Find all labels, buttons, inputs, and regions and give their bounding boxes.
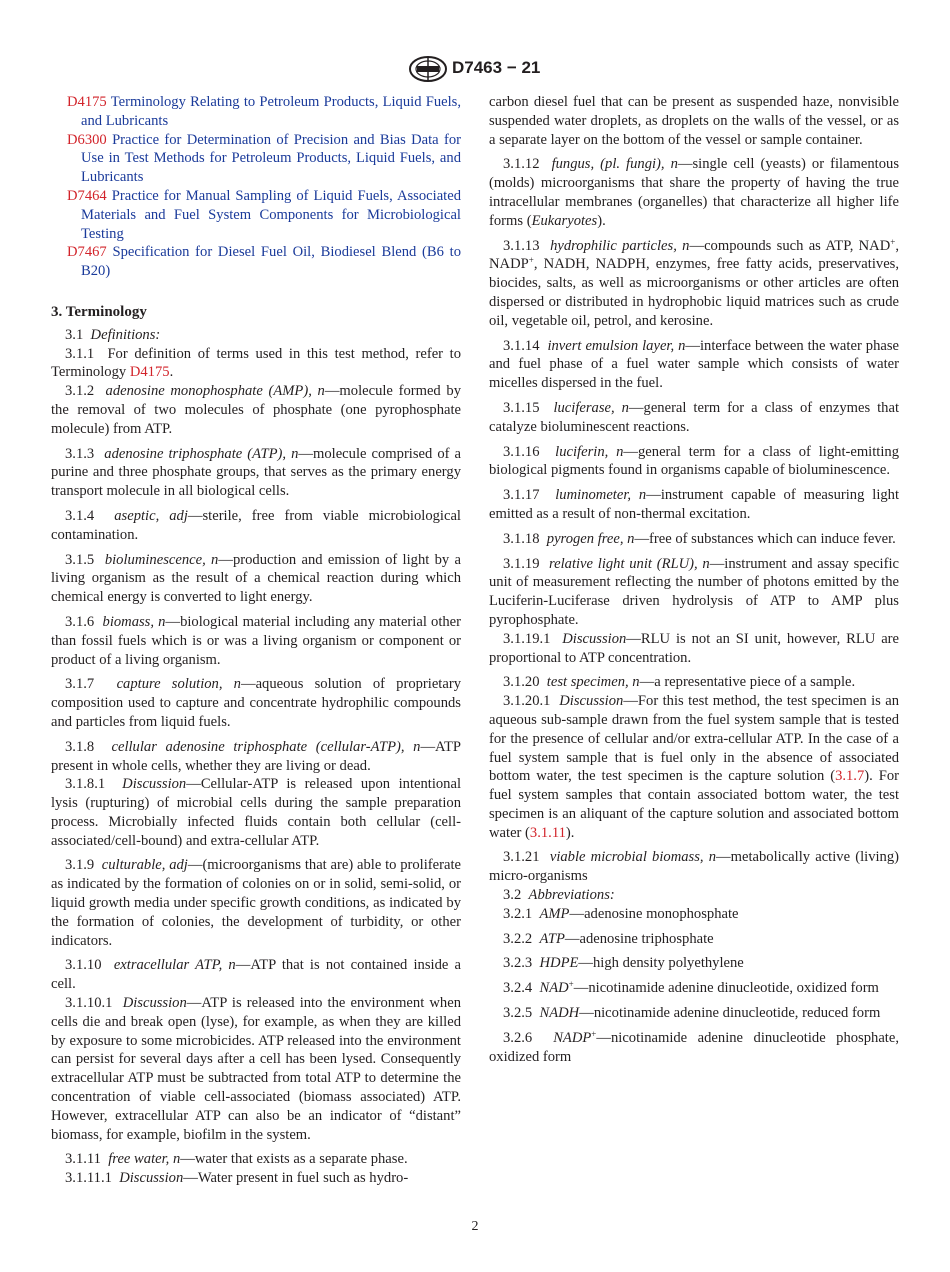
document-number: D7463 − 21 xyxy=(452,58,541,77)
reference-title[interactable]: Specification for Diesel Fuel Oil, Biodiesel Blend (B6 to B20) xyxy=(81,244,462,280)
definition-paragraph: 3.1.12 fungus, (pl. fungi), n—single cell (yeasts) or filamentous (molds) microorganisms that share the property of having the true intracellular membranes (organelles) that characterize all higher life forms (Eukaryotes). xyxy=(489,156,900,229)
reference-item xyxy=(51,131,461,187)
discussion-continuation: carbon diesel fuel that can be present as suspended haze, nonvisible suspended water droplets, as droplets on the walls of the vessel, or as a separate layer on the bottom of the vessel or sample container. xyxy=(489,94,899,148)
definition-paragraph: 3.1.15 luciferase, n—general term for a class of enzymes that catalyze bioluminescent reactions. xyxy=(489,399,899,435)
reference-link[interactable]: D7467 xyxy=(67,244,107,261)
reference-link[interactable]: D4175 xyxy=(67,94,107,110)
abbreviation-paragraph: 3.2.1 AMP—adenosine monophosphate xyxy=(503,905,739,922)
definition-paragraph: 3.1.7 capture solution, n—aqueous solution of proprietary composition used to capture and concentrate hydrophilic compounds and particles from liquid fuels. xyxy=(51,676,461,730)
definition-paragraph: 3.1.4 aseptic, adj—sterile, free from viable microbiological contamination. xyxy=(51,507,461,543)
section-link[interactable]: 3.1.7 xyxy=(835,768,865,785)
reference-title[interactable]: Terminology Relating to Petroleum Products, Liquid Fuels, and Lubricants xyxy=(81,94,462,129)
abbreviation-paragraph: 3.2.5 NADH—nicotinamide adenine dinucleotide, reduced form xyxy=(503,1005,881,1022)
reference-item xyxy=(51,93,461,131)
definition-paragraph: 3.1.13 hydrophilic particles, n—compounds such as ATP, NAD+, NADP+, NADH, NADPH, enzymes, free fatty acids, preservatives, biocides, salts, as well as microorganisms or other articles are often dispersed or distributed in hydrophobic liquid matrices such as crude oil, vegetable oil, petrol, and kerosine. xyxy=(489,236,899,329)
astm-logo-icon xyxy=(408,56,448,82)
discussion-paragraph: 3.1.20.1 Discussion—For this test method, the test specimen is an aqueous sub-sample drawn from the fuel system sample that is tested for the presence of cellular and/or extra-cellular ATP. In the case of a fuel system sample that is fuel only in the absence of associated bottom water, the test specimen is the capture solution (3.1.7). For fuel system samples that contain associated bottom water, the test specimen is an aliquant of the capture solution and associated bottom water (3.1.11). xyxy=(489,693,899,841)
definition-paragraph: 3.1.11 free water, n—water that exists as a separate phase. xyxy=(65,1151,408,1168)
definition-paragraph: 3.1.8 cellular adenosine triphosphate (cellular-ATP), n—ATP present in whole cells, whether they are living or dead. xyxy=(51,738,461,774)
left-column xyxy=(51,93,461,1188)
definition-paragraph: 3.1.5 bioluminescence, n—production and emission of light by a living organism as the result of a chemical reaction during which chemical energy is converted to light energy. xyxy=(51,551,461,606)
abbreviation-paragraph: 3.2.2 ATP—adenosine triphosphate xyxy=(503,930,714,947)
section-heading: 3. Terminology xyxy=(51,303,147,320)
definition-paragraph: 3.1.21 viable microbial biomass, n—metabolically active (living) micro-organisms xyxy=(489,849,900,885)
definition-paragraph: 3.1.2 adenosine monophosphate (AMP), n—molecule formed by the removal of two molecules of phosphate (one pyrophosphate molecule) from ATP. xyxy=(51,383,461,437)
definition-paragraph: 3.1.14 invert emulsion layer, n—interface between the water phase and fuel phase of a fuel water sample which consists of water micelles dispersed in the fuel. xyxy=(489,337,900,392)
reference-title[interactable]: Practice for Determination of Precision and Bias Data for Use in Test Methods for Petroleum Products, Liquid Fuels, and Lubricants xyxy=(81,131,461,186)
section-link[interactable]: 3.1.11 xyxy=(529,824,566,841)
reference-title[interactable]: Practice for Manual Sampling of Liquid Fuels, Associated Materials and Fuel System Components for Microbiological Testing xyxy=(81,187,461,242)
definition-paragraph: 3.1.18 pyrogen free, n—free of substances which can induce fever. xyxy=(503,530,896,547)
reference-link[interactable]: D6300 xyxy=(67,131,107,148)
right-column xyxy=(489,93,899,1066)
discussion-paragraph: 3.1.11.1 Discussion—Water present in fuel such as hydro- xyxy=(65,1170,409,1187)
discussion-paragraph: 3.1.8.1 Discussion—Cellular-ATP is released upon intentional lysis (rupturing) of microbial cells during the sample preparation process. Microbially infected fluids contain both cellular (cell-associated/cell-bound) and extra-cellular ATP. xyxy=(51,776,462,849)
abbreviation-paragraph: 3.2.6 NADP+—nicotinamide adenine dinucleotide phosphate, oxidized form xyxy=(489,1028,899,1065)
definition-paragraph: 3.1.20 test specimen, n—a representative piece of a sample. xyxy=(503,674,856,691)
page-number: 2 xyxy=(471,1219,479,1234)
definition-paragraph: 3.1.19 relative light unit (RLU), n—instrument and assay specific unit of measurement reflecting the number of photons emitted by the Luciferin-Luciferase driven hydrolysis of ATP to AMP plus pyrophosphate. xyxy=(489,555,899,628)
definition-paragraph: 3.1.1 For definition of terms used in this test method, refer to Terminology D4175. xyxy=(51,345,462,381)
discussion-paragraph: 3.1.19.1 Discussion—RLU is not an SI unit, however, RLU are proportional to ATP concentration. xyxy=(489,630,900,666)
subsection-heading: 3.1 Definitions: xyxy=(65,326,161,343)
definition-paragraph: 3.1.17 luminometer, n—instrument capable of measuring light emitted as a result of non-thermal excitation. xyxy=(489,487,900,522)
subsection-heading: 3.2 Abbreviations: xyxy=(503,887,615,904)
definition-paragraph: 3.1.9 culturable, adj—(microorganisms that are) able to proliferate as indicated by the formation of colonies on or in solid, semi-solid, or liquid growth media under specific growth conditions, as indicated by the formation of colonies, the development of turbidity, or other indicators. xyxy=(51,857,461,949)
abbreviation-paragraph: 3.2.4 NAD+—nicotinamide adenine dinucleotide, oxidized form xyxy=(503,979,879,997)
abbreviation-paragraph: 3.2.3 HDPE—high density polyethylene xyxy=(503,955,744,972)
definition-paragraph: 3.1.6 biomass, n—biological material including any material other than fossil fuels which is or was a living organism or component or product of a living organism. xyxy=(51,613,462,668)
page-header xyxy=(0,56,950,84)
reference-item xyxy=(51,187,461,243)
reference-item xyxy=(51,243,461,281)
definition-paragraph: 3.1.10 extracellular ATP, n—ATP that is not contained inside a cell. xyxy=(51,957,462,993)
reference-link[interactable]: D4175 xyxy=(129,364,170,381)
definition-paragraph: 3.1.3 adenosine triphosphate (ATP), n—molecule comprised of a purine and three phosphate groups, that serves as the primary energy transport molecule in all biological cells. xyxy=(51,445,462,500)
definition-paragraph: 3.1.16 luciferin, n—general term for a class of light-emitting biological pigments found in organisms capable of bioluminescence. xyxy=(489,443,899,479)
reference-link[interactable]: D7464 xyxy=(67,187,107,204)
discussion-paragraph: 3.1.10.1 Discussion—ATP is released into the environment when cells die and break open (lyse), for example, as when they are killed by exposure to some microbicides. ATP released into the environment can persist for several days after a cell has been lysed. Consequently extracellular ATP must be subtracted from total ATP to determine the concentration of viable cell-associated (biomass associated) ATP. However, extracellular ATP can also be an indicator of “distant” biomass, for example, biofilm in the system. xyxy=(51,995,461,1143)
